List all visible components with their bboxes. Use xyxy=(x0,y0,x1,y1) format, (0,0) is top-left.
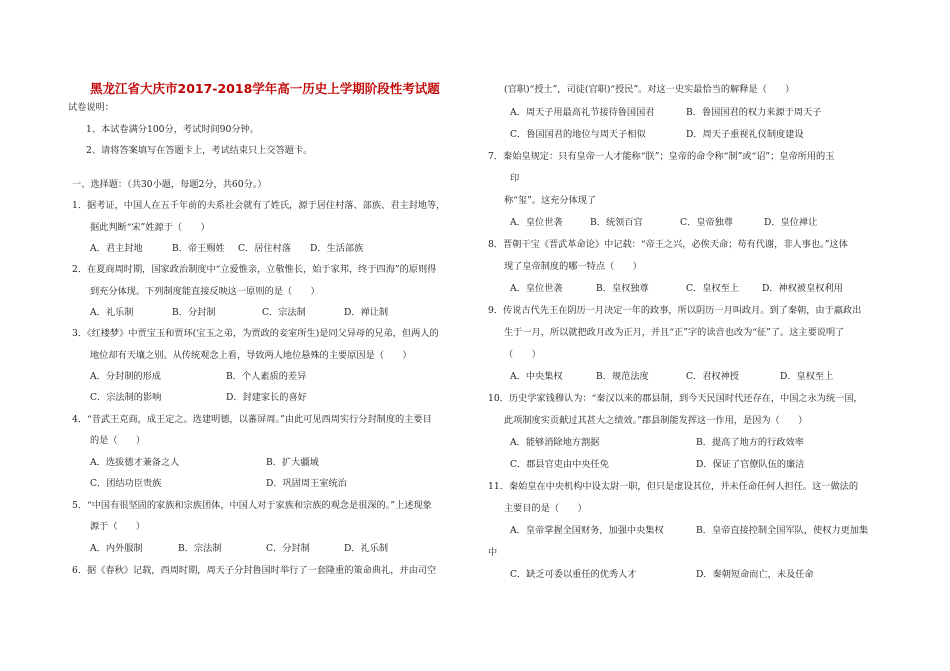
q1-option-c: C．居住村落 xyxy=(238,243,291,254)
q10-option-a: A．能够消除地方割据 xyxy=(510,437,600,448)
q8-option-c: C．皇权至上 xyxy=(686,283,739,294)
q7-stem-3: 称“玺”。这充分体现了 xyxy=(504,195,597,206)
q3-stem-1: 3．《红楼梦》中贾宝玉和贾环(宝玉之弟，为贾政的妾室所生)是同父异母的兄弟，但两人的 xyxy=(72,328,439,339)
q8-stem-2: 现了皇帝制度的哪一特点（ ） xyxy=(504,261,642,272)
q9-option-b: B．规范法度 xyxy=(596,371,649,382)
q3-option-c: C．宗法制的影响 xyxy=(90,392,162,403)
q11-option-a: A．皇帝掌握全国财务，加强中央集权 xyxy=(510,525,664,536)
q4-stem-1: 4．“昔武王克商，成王定之。选建明德，以蕃屏周。”由此可见西周实行分封制度的主要目 xyxy=(72,414,432,425)
q5-option-d: D．礼乐制 xyxy=(344,543,389,554)
q2-stem-1: 2．在夏商周时期，国家政治制度中“立爱惟亲，立敬惟长，始于家邦，终于四海”的原则得 xyxy=(72,264,437,275)
q10-option-c: C．郡县官吏由中央任免 xyxy=(510,459,609,470)
q2-option-a: A．礼乐制 xyxy=(90,307,134,318)
q8-stem-1: 8．晋朝干宝《晋武革命论》中记载：“帝王之兴，必俟天命；苟有代谢，非人事也。”这体 xyxy=(488,239,848,250)
q11-stem-1: 11．秦始皇在中央机构中设太尉一职，但只是虚设其位，并未任命任何人担任。这一做法的 xyxy=(488,481,859,492)
q7-option-b: B．统领百官 xyxy=(590,217,643,228)
q11-stem-2: 主要目的是（ ） xyxy=(504,503,587,514)
q9-stem-1: 9．传说古代先王在阴历一月决定一年的政事，所以阴历一月叫政月。到了秦朝，由于嬴政出 xyxy=(488,305,862,316)
q4-option-c: C．团结功臣贵族 xyxy=(90,478,162,489)
q10-option-d: D．保证了官僚队伍的廉洁 xyxy=(696,459,805,470)
instruction-2: 2、请将答案填写在答题卡上，考试结束只上交答题卡。 xyxy=(86,145,313,156)
q2-stem-2: 到充分体现。下列制度能直接反映这一原则的是（ ） xyxy=(90,286,320,297)
q7-option-c: C．皇帝独尊 xyxy=(680,217,733,228)
q1-option-a: A．君主封地 xyxy=(90,243,143,254)
q9-stem-3: （ ） xyxy=(504,349,541,360)
q9-option-d: D．皇权至上 xyxy=(780,371,834,382)
q6-option-d: D．周天子重视礼仪制度建设 xyxy=(686,129,804,140)
q8-option-d: D．神权被皇权利用 xyxy=(762,283,843,294)
q5-option-b: B．宗法制 xyxy=(178,543,222,554)
q3-option-d: D．封建家长的喜好 xyxy=(226,392,307,403)
q6-option-b: B．鲁国国君的权力来源于周天子 xyxy=(686,107,822,118)
instruction-1: 1、本试卷满分100分，考试时间90分钟。 xyxy=(86,124,259,135)
q5-stem-1: 5．“中国有很坚固的家族和宗族团体，中国人对于家族和宗族的观念是很深的。”上述现象 xyxy=(72,500,432,511)
q1-stem-2: 据此判断“宋”姓源于（ ） xyxy=(90,222,210,233)
q7-stem-1: 7．秦始皇规定：只有皇帝一人才能称“朕”；皇帝的命令称“制”或“诏”；皇帝所用的玉 xyxy=(488,151,835,162)
q5-stem-2: 源于（ ） xyxy=(90,521,146,532)
q1-option-d: D．生活部族 xyxy=(310,243,364,254)
q3-option-a: A．分封制的形成 xyxy=(90,371,161,382)
q9-stem-2: 生于一月，所以就把政月改为正月，并且“正”字的读音也改为“征”了。这主要说明了 xyxy=(504,327,845,338)
q3-option-b: B．个人素质的差异 xyxy=(226,371,307,382)
q2-option-d: D．禅让制 xyxy=(344,307,389,318)
q6-option-c: C．鲁国国君的地位与周天子相似 xyxy=(510,129,646,140)
q11-option-b: B．皇帝直接控制全国军队，使权力更加集 xyxy=(696,525,869,536)
q4-option-a: A．选拔德才兼备之人 xyxy=(90,457,180,468)
q1-stem-1: 1．据考证，中国人在五千年前的夫系社会就有了姓氏，源于居住村落、部族、君主封地等， xyxy=(72,200,446,211)
q6-stem-2: (官职)“授土”，司徒(官职)“授民”。对这一史实最恰当的解释是（ ） xyxy=(504,84,795,95)
q7-option-d: D．皇位禅让 xyxy=(764,217,818,228)
section-heading: 一、选择题：（共30小题，每题2分，共60分。） xyxy=(72,179,267,190)
q5-option-c: C．分封制 xyxy=(266,543,310,554)
q5-option-a: A．内外服制 xyxy=(90,543,143,554)
q10-stem-1: 10．历史学家钱穆认为：“秦汉以来的郡县制，到今天民国时代还存在，中国之永为统一国， xyxy=(488,393,863,404)
q10-option-b: B．提高了地方的行政效率 xyxy=(696,437,804,448)
q9-option-a: A．中央集权 xyxy=(510,371,563,382)
q7-option-a: A．皇位世袭 xyxy=(510,217,563,228)
q3-stem-2: 地位却有天壤之别。从传统观念上看，导致两人地位悬殊的主要原因是（ ） xyxy=(90,350,412,361)
q2-option-c: C．宗法制 xyxy=(262,307,306,318)
q8-option-b: B．皇权独尊 xyxy=(596,283,649,294)
q1-option-b: B．帝王赐姓 xyxy=(172,243,225,254)
q11-option-b-cont: 中 xyxy=(488,547,498,558)
q4-option-d: D．巩固周王室统治 xyxy=(266,478,347,489)
q7-stem-2: 印 xyxy=(510,173,520,184)
q11-option-d: D．秦朝短命而亡，未及任命 xyxy=(696,569,814,580)
q8-option-a: A．皇位世袭 xyxy=(510,283,563,294)
q11-option-c: C．缺乏可委以重任的优秀人才 xyxy=(510,569,637,580)
q4-stem-2: 的是（ ） xyxy=(90,435,146,446)
q10-stem-2: 此项制度实贡献过其甚大之绩效。”郡县制能发挥这一作用，是因为（ ） xyxy=(504,415,808,426)
q6-option-a: A．周天子用最高礼节接待鲁国国君 xyxy=(510,107,655,118)
instructions-heading: 试卷说明： xyxy=(68,102,114,113)
q2-option-b: B．分封制 xyxy=(172,307,216,318)
q6-stem-1: 6．据《春秋》记载，西周时期，周天子分封鲁国时举行了一套隆重的策命典礼，并由司空 xyxy=(72,565,437,576)
q9-option-c: C．君权神授 xyxy=(686,371,739,382)
q4-option-b: B．扩大疆域 xyxy=(266,457,319,468)
page-title: 黑龙江省大庆市2017-2018学年高一历史上学期阶段性考试题 xyxy=(90,81,440,96)
